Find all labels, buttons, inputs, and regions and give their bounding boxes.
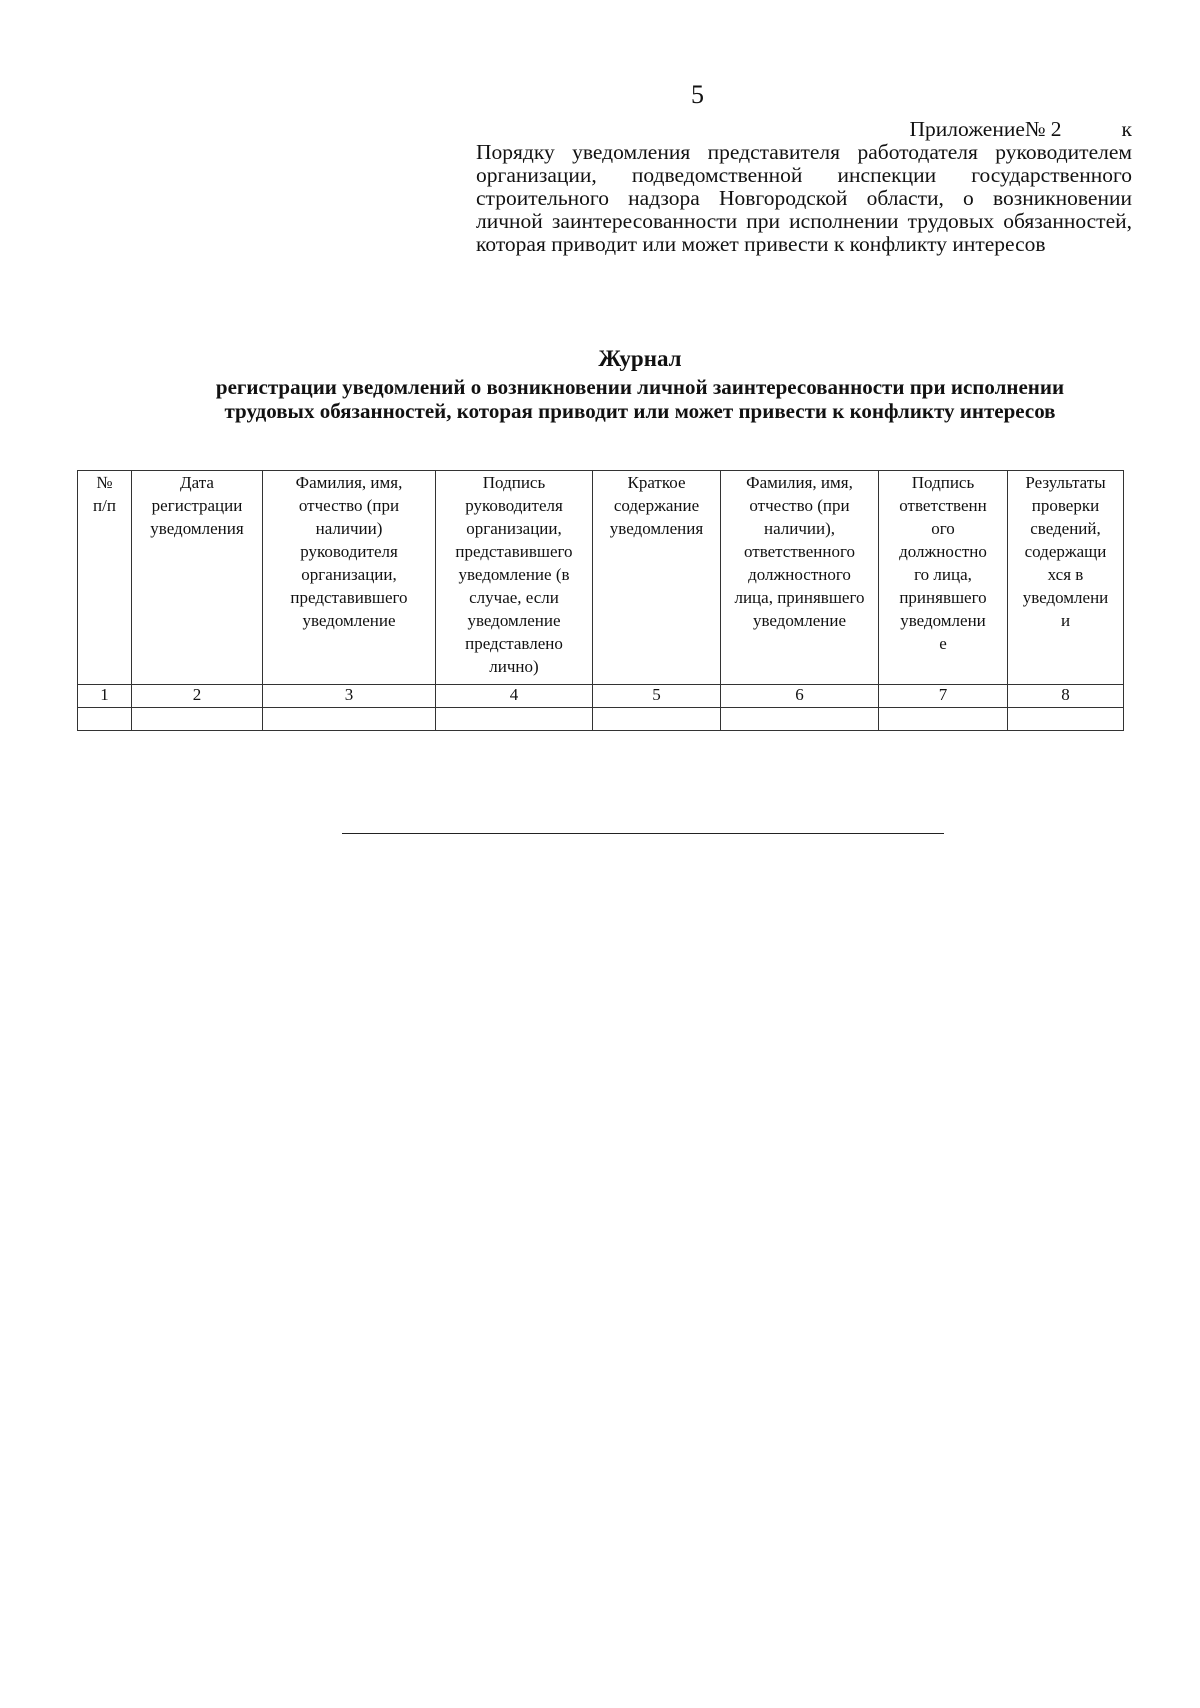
header-cell-official-name: Фамилия, имя, отчество (при наличии), ответственного должностного лица, принявшего уведомление [721,471,879,685]
table-cell [436,708,593,731]
column-number-cell: 2 [132,685,263,708]
table-cell [263,708,436,731]
column-number-cell: 6 [721,685,879,708]
header-cell-number: № п/п [78,471,132,685]
table-row [78,708,1124,731]
table-cell [721,708,879,731]
table-cell [593,708,721,731]
table-header-row [78,471,1124,685]
column-number-cell: 4 [436,685,593,708]
header-cell-official-signature: Подпись ответственн ого должностно го лица, принявшего уведомлени е [879,471,1008,685]
column-number-cell: 1 [78,685,132,708]
header-cell-registration-date: Дата регистрации уведомления [132,471,263,685]
column-number-row [78,685,1124,708]
header-cell-summary: Краткое содержание уведомления [593,471,721,685]
table-cell [879,708,1008,731]
bottom-divider [342,833,944,834]
journal-subtitle [150,375,1130,423]
journal-subtitle-line-2: трудовых обязанностей, которая приводит или может привести к конфликту интересов [224,399,1056,423]
appendix-text: Порядку уведомления представителя работодателя руководителем организации, подведомственной инспекции государственного строительного надзора Новгородской области, о возникновении личной заинтересованности при исполнении трудовых обязанностей, которая приводит или может привести к конфликту интересов [476,140,1132,256]
column-number-cell: 8 [1008,685,1124,708]
header-cell-head-signature: Подпись руководителя организации, представившего уведомление (в случае, если уведомление представлено лично) [436,471,593,685]
header-cell-results: Результаты проверки сведений, содержащи хся в уведомлени и [1008,471,1124,685]
journal-table [77,470,1124,731]
appendix-heading [476,118,1132,141]
journal-title: Журнал [598,346,682,371]
table-cell [78,708,132,731]
column-number-cell: 7 [879,685,1008,708]
journal-subtitle-line-1: регистрации уведомлений о возникновении личной заинтересованности при исполнении [215,375,1065,399]
table-cell [132,708,263,731]
header-cell-head-name: Фамилия, имя, отчество (при наличии) руководителя организации, представившего уведомление [263,471,436,685]
column-number-cell: 3 [263,685,436,708]
page-number: 5 [691,80,704,109]
appendix-k: к [1121,117,1132,141]
column-number-cell: 5 [593,685,721,708]
table-cell [1008,708,1124,731]
appendix-block [476,118,1132,256]
appendix-label: Приложение№ 2 [909,117,1062,141]
